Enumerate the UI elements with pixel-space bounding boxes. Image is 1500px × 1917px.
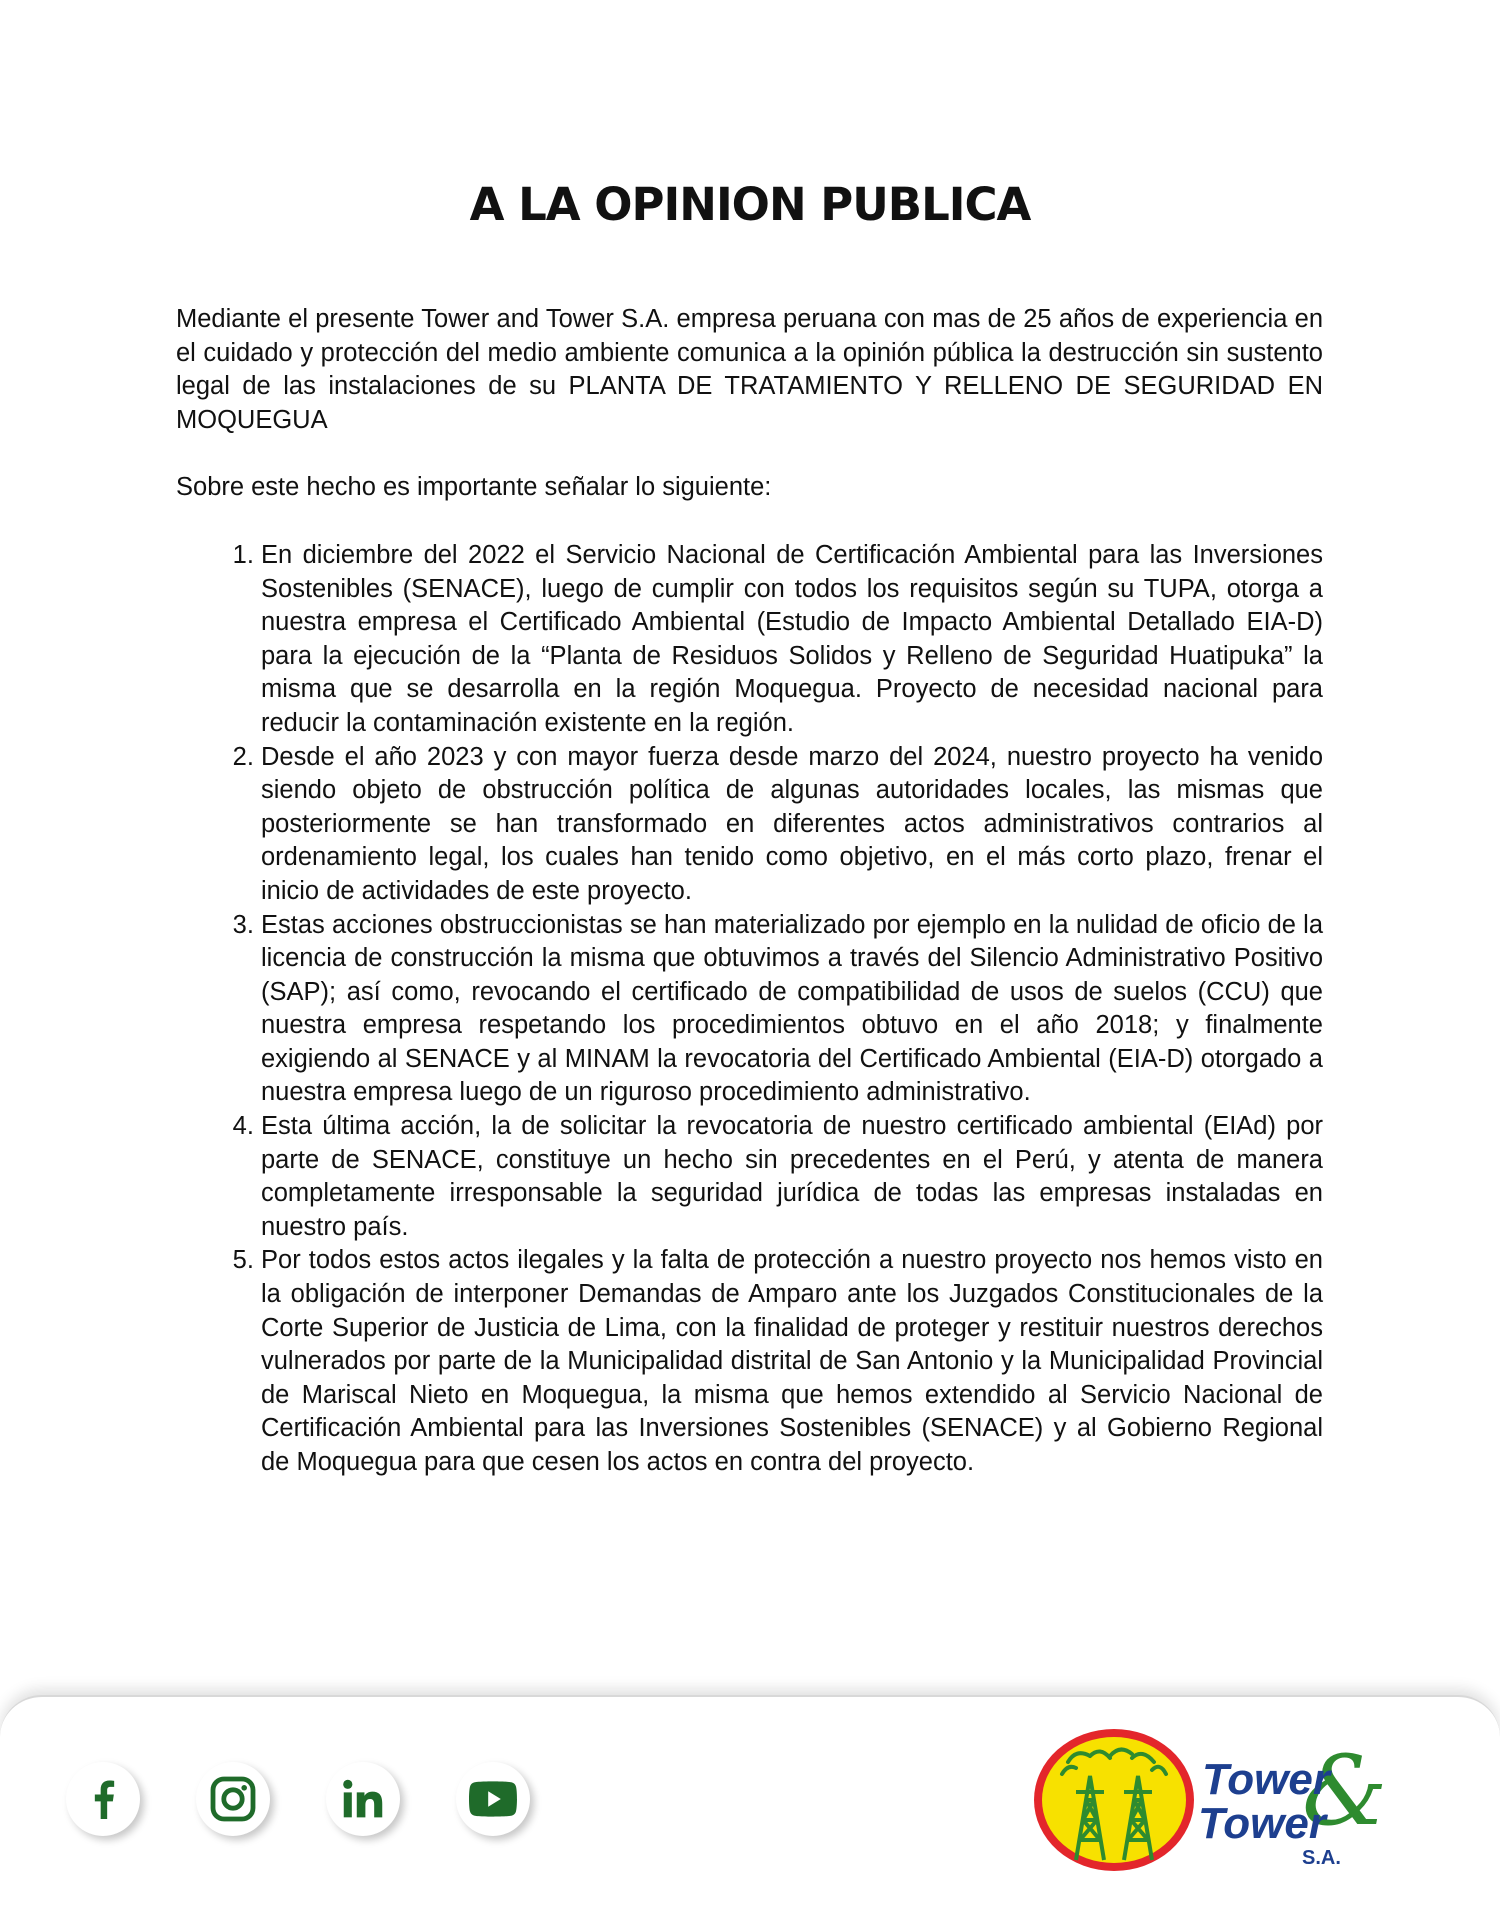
facebook-link[interactable] (66, 1762, 140, 1836)
logo-word-line1: Tower (1202, 1755, 1330, 1804)
intro-paragraph: Mediante el presente Tower and Tower S.A. empresa peruana con mas de 25 años de experiencia en el cuidado y protección del medio ambiente comunica a la opinión pública la destrucción sin sustento legal de las instalaciones de su PLANTA DE TRATAMIENTO Y RELLENO DE SEGURIDAD EN MOQUEGUA (176, 305, 1323, 434)
logo-emblem-icon (1032, 1722, 1392, 1872)
list-item: 2. Desde el año 2023 y con mayor fuerza desde marzo del 2024, nuestro proyecto ha venido siendo objeto de obstrucción política de algunas autoridades locales, las mismas que posteriormente se han transformado en diferentes actos administrativos contrarios al ordenamiento legal, los cuales han tenido como objetivo, en el más corto plazo, frenar el inicio de actividades de este proyecto. (261, 741, 1323, 909)
points-list (176, 539, 1323, 1480)
facebook-icon (83, 1777, 123, 1821)
linkedin-link[interactable] (326, 1762, 400, 1836)
list-item: 5. Por todos estos actos ilegales y la falta de protección a nuestro proyecto nos hemos visto en la obligación de interponer Demandas de Amparo ante los Juzgados Constitucionales de la Corte Superior de Justicia de Lima, con la finalidad de proteger y restituir nuestros derechos vulnerados por parte de la Municipalidad distrital de San Antonio y la Municipalidad Provincial de Mariscal Nieto en Moquegua, la misma que hemos extendido al Servicio Nacional de Certificación Ambiental para las Inversiones Sostenibles (SENACE) y al Gobierno Regional de Moquegua para que cesen los actos en contra del proyecto. (261, 1244, 1323, 1479)
linkedin-icon (340, 1777, 386, 1821)
youtube-icon (469, 1781, 517, 1817)
list-item: 4. Esta última acción, la de solicitar la revocatoria de nuestro certificado ambiental (EIAd) por parte de SENACE, constituye un hecho sin precedentes en el Perú, y atenta de manera completamente irresponsable la seguridad jurídica de todas las empresas instaladas en nuestro país. (261, 1110, 1323, 1244)
page-title: A LA OPINION PUBLICA (469, 178, 1031, 231)
instagram-link[interactable] (196, 1762, 270, 1836)
logo-ampersand: & (1302, 1735, 1388, 1847)
company-logo (1032, 1722, 1392, 1872)
instagram-icon (209, 1775, 257, 1823)
logo-word-line2: Tower (1198, 1799, 1326, 1848)
youtube-link[interactable] (456, 1762, 530, 1836)
list-item: 3. Estas acciones obstruccionistas se han materializado por ejemplo en la nulidad de oficio de la licencia de construcción la misma que obtuvimos a través del Silencio Administrativo Positivo (SAP); así como, revocando el certificado de compatibilidad de usos de suelos (CCU) que nuestra empresa respetando los procedimientos obtuvo en el año 2018; y finalmente exigiendo al SENACE y al MINAM la revocatoria del Certificado Ambiental (EIA-D) otorgado a nuestra empresa luego de un riguroso procedimiento administrativo. (261, 909, 1323, 1111)
logo-suffix: S.A. (1302, 1847, 1341, 1869)
lead-paragraph: Sobre este hecho es importante señalar lo siguiente: (176, 473, 772, 502)
statement-body (176, 303, 1323, 1480)
list-item: 1. En diciembre del 2022 el Servicio Nacional de Certificación Ambiental para las Inversiones Sostenibles (SENACE), luego de cumplir con todos los requisitos según su TUPA, otorga a nuestra empresa el Certificado Ambiental (Estudio de Impacto Ambiental Detallado EIA-D) para la ejecución de la “Planta de Residuos Solidos y Relleno de Seguridad Huatipuka” la misma que se desarrolla en la región Moquegua. Proyecto de necesidad nacional para reducir la contaminación existente en la región. (261, 539, 1323, 741)
